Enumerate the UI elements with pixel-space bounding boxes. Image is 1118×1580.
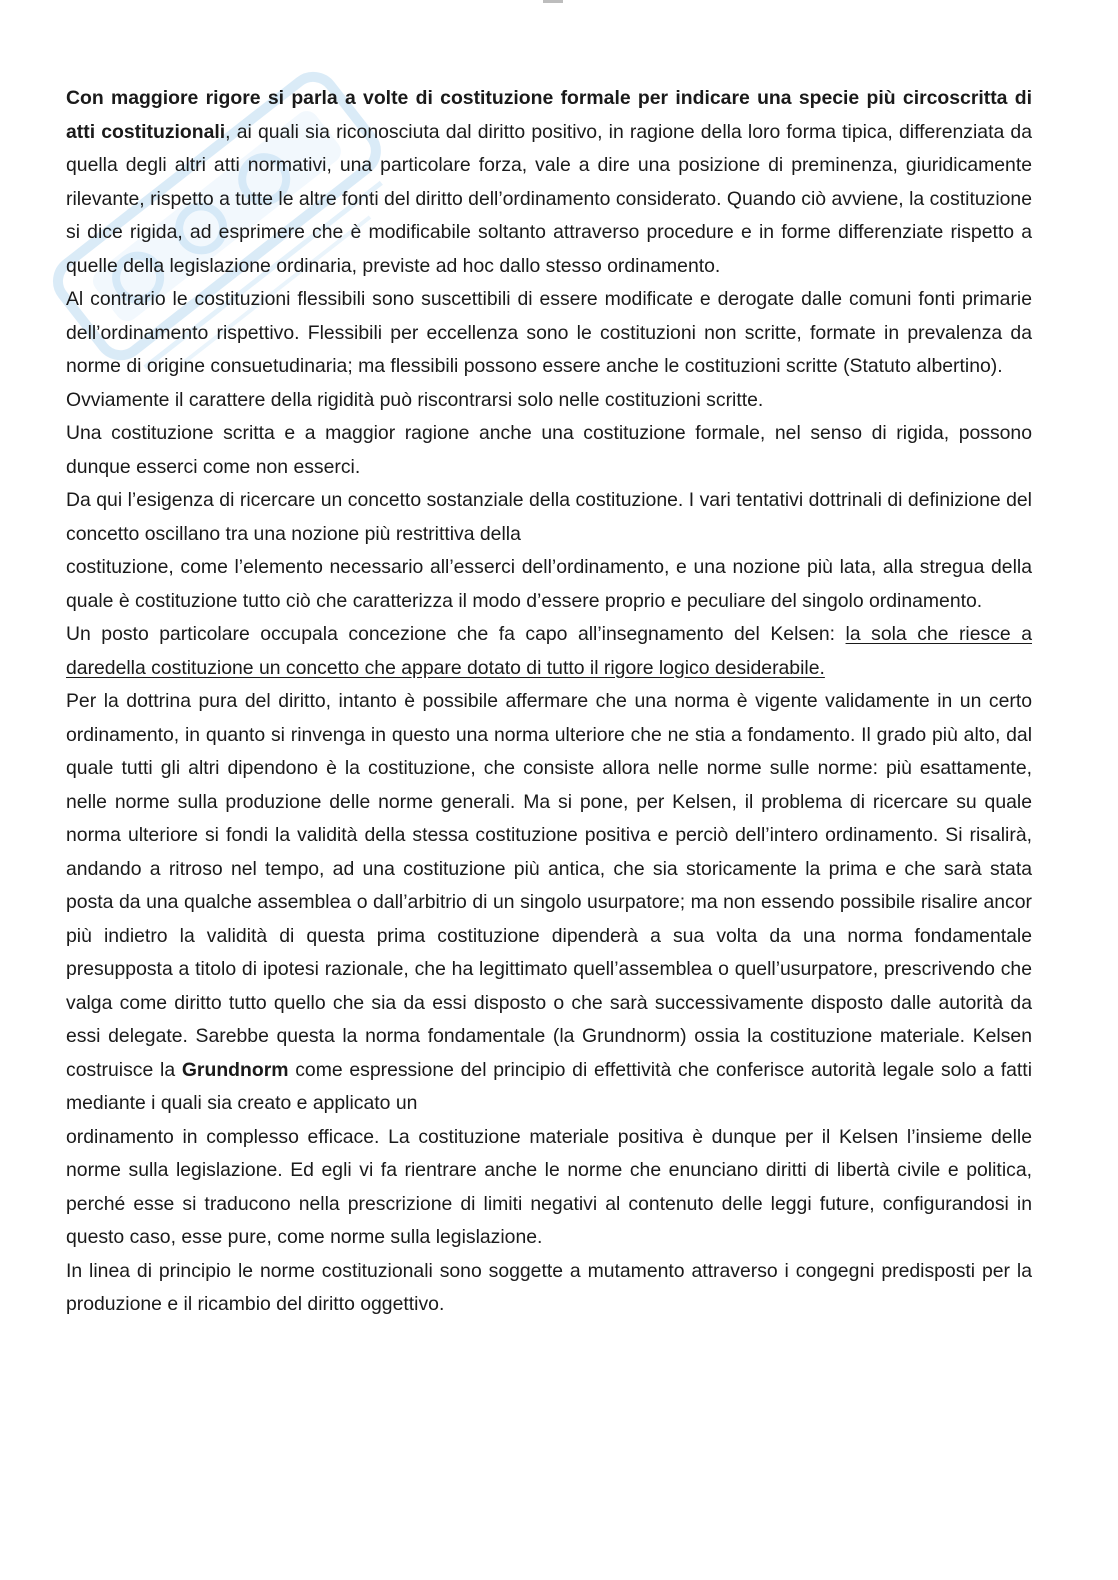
paragraph-written-constitution: Una costituzione scritta e a maggior ragione anche una costituzione formale, nel senso di rigida, possono dunque esserci come non esserci. bbox=[66, 422, 1032, 478]
header-mark bbox=[543, 0, 563, 3]
paragraph-substantive-concept-a: Da qui l’esigenza di ricercare un concetto sostanziale della costituzione. I vari tentativi dottrinali di definizione del concetto oscillano tra una nozione più restrittiva della bbox=[66, 489, 1032, 545]
paragraph-material-constitution: ordinamento in complesso efficace. La costituzione materiale positiva è dunque per il Kelsen l’insieme delle norme sulla legislazione. Ed egli vi fa rientrare anche le norme che enunciano diritti di libertà civile e politica, perché esse si traducono nella prescrizione di limiti negativi al contenuto delle leggi future, configurandosi in questo caso, esse pure, come norme sulla legislazione. bbox=[66, 1125, 1032, 1248]
paragraph-flexible-constitutions: Al contrario le costituzioni flessibili sono suscettibili di essere modificate e derogate dalle comuni fonti primarie dell’ordinamento rispettivo. Flessibili per eccellenza sono le costituzioni non scritte, formate in prevalenza da norme di origine consuetudinaria; ma flessibili possono essere anche le costituzioni scritte (Statuto albertino). bbox=[66, 288, 1032, 377]
paragraph-text: Per la dottrina pura del diritto, intanto è possibile affermare che una norma è vigente validamente in un certo ordinamento, in quanto si rinvenga in questo una norma ulteriore che ne stia a fondamento. Il grado più alto, dal quale tutti gli altri dipendono è la costituzione, che consiste allora nelle norme sulle norme: più esattamente, nelle norme sulla produzione delle norme generali. Ma si pone, per Kelsen, il problema di ricercare su quale norma ulteriore si fondi la validità della stessa costituzione positiva e perciò dell’intero ordinamento. Si risalirà, andando a ritroso nel tempo, ad una costituzione più antica, che sia storicamente la prima e che sarà stata posta da una qualche assemblea o dall’arbitrio di un singolo usurpatore; ma non essendo possibile risalire ancor più indietro la validità di questa prima costituzione dipenderà a sua volta da una norma fondamentale presupposta a titolo di ipotesi razionale, che ha legittimato quell’assemblea o quell’usurpatore, prescrivendo che valga come diritto tutto quello che sia da essi disposto o che sarà successivamente disposto dalle autorità da essi delegate. Sarebbe questa la norma fondamentale (la Grundnorm) ossia la costituzione materiale. Kelsen costruisce la bbox=[66, 690, 1032, 1081]
paragraph-substantive-concept-b: costituzione, come l’elemento necessario all’esserci dell’ordinamento, e una nozione più lata, alla stregua della quale è costituzione tutto ciò che caratterizza il modo d’essere proprio e peculiare del singolo ordinamento. bbox=[66, 556, 1032, 612]
paragraph-lead-bold: Con maggiore rigore si parla a volte di costituzione formale per indicare una specie più circoscritta di atti costituzionali bbox=[66, 87, 1032, 143]
paragraph-rigidity: Ovviamente il carattere della rigidità può riscontrarsi solo nelle costituzioni scritte. bbox=[66, 388, 764, 411]
paragraph-change-mechanisms: In linea di principio le norme costituzionali sono soggette a mutamento attraverso i congegni predisposti per la produzione e il ricambio del diritto oggettivo. bbox=[66, 1259, 1032, 1315]
paragraph-kelsen-intro bbox=[66, 618, 1032, 685]
paragraph-text: come espressione del principio di effettività che conferisce autorità legale solo a fatti mediante i quali sia creato e applicato un bbox=[66, 1058, 1033, 1114]
paragraph-text: Un posto particolare occupala concezione che fa capo all’insegnamento del Kelsen: bbox=[66, 623, 846, 645]
grundnorm-bold: Grundnorm bbox=[181, 1058, 289, 1081]
paragraph-text: , ai quali sia riconosciuta dal diritto positivo, in ragione della loro forma tipica, differenziata da quella degli altri atti normativi, una particolare forza, vale a dire una posizione di preminenza, giuridicamente rilevante, rispetto a tutte le altre fonti del diritto dell’ordinamento considerato. Quando ciò avviene, la costituzione si dice rigida, ad esprimere che è modificabile soltanto attraverso procedure e in forme differenziate rispetto a quelle della legislazione ordinaria, previste ad hoc dallo stesso ordinamento. bbox=[66, 120, 1032, 277]
document-body bbox=[66, 82, 1032, 1322]
underlined-quote: la sola che riesce a daredella costituzione un concetto che appare dotato di tutto il rigore logico desiderabile. bbox=[66, 623, 1032, 679]
paragraph-pure-theory bbox=[66, 685, 1032, 1121]
paragraph-formal-constitution bbox=[66, 82, 1032, 283]
